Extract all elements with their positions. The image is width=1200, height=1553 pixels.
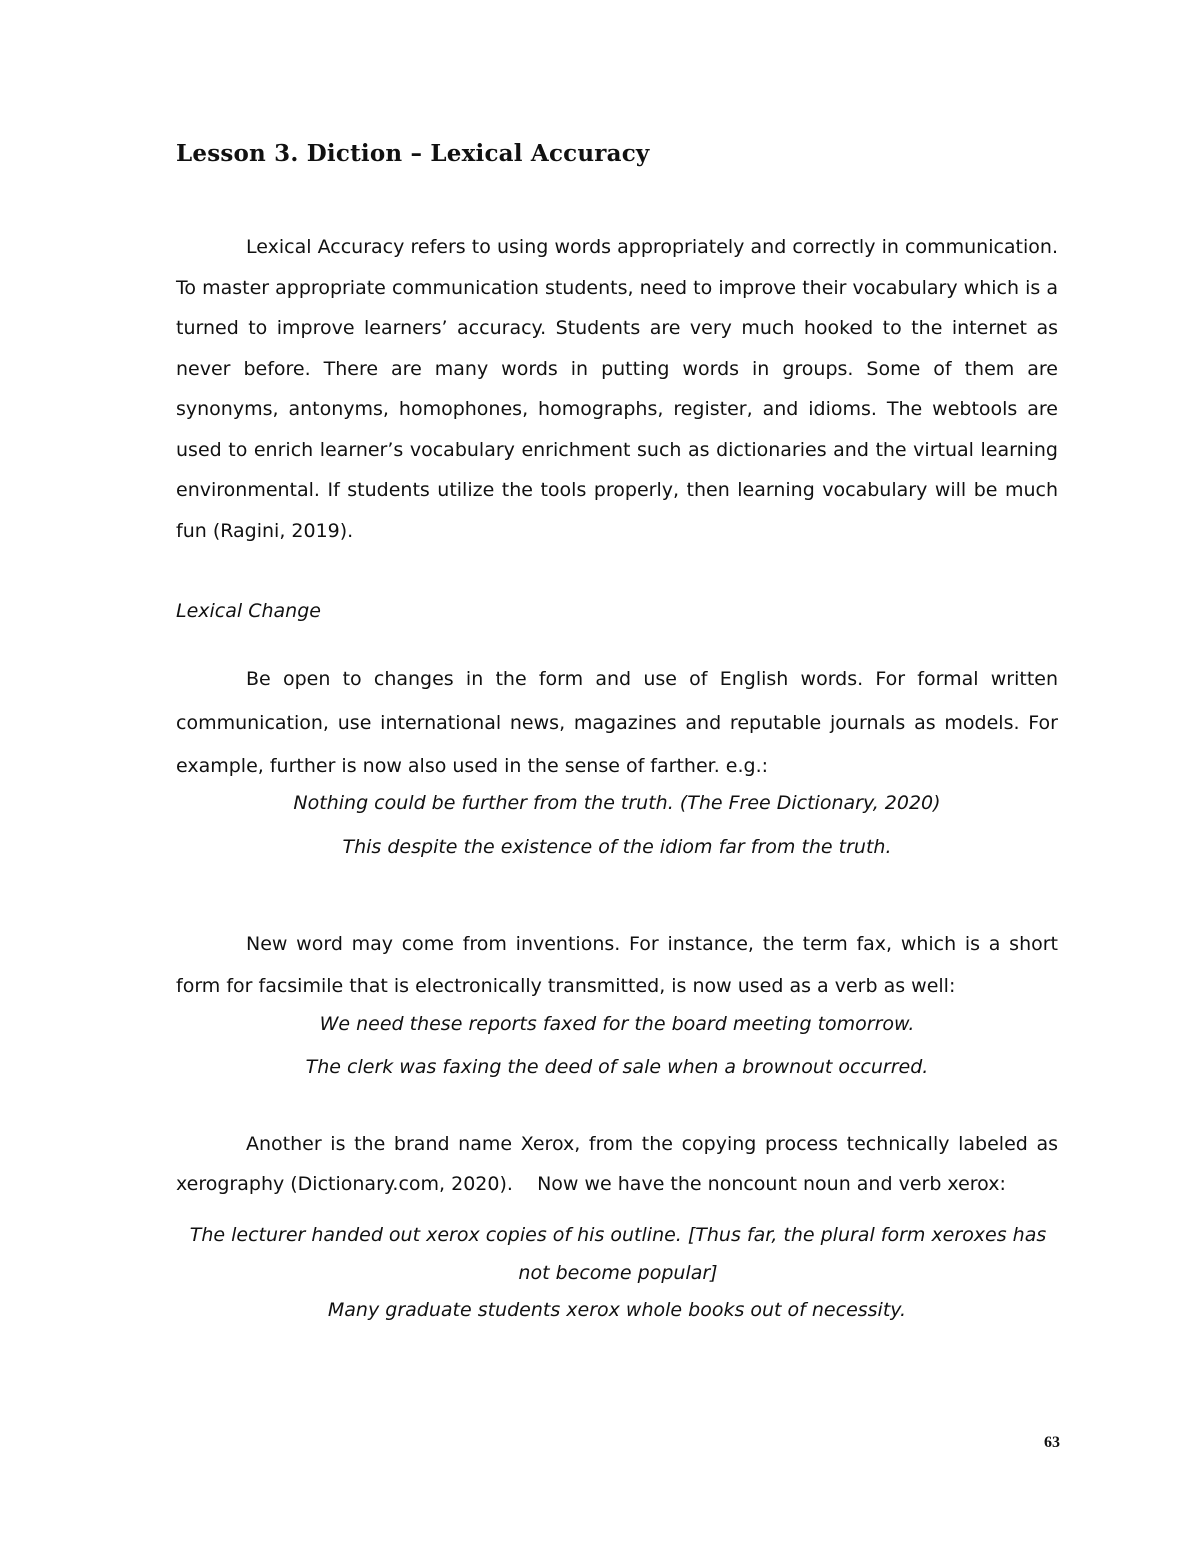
intro-paragraph: Lexical Accuracy refers to using words appropriately and correctly in communication. To master appropriate communication students, need to improve their vocabulary which is a turned to improve learners’ accuracy. Students are very much hooked to the internet as never before. There are many words in putting words in groups. Some of them are synonyms, antonyms, homophones, homographs, register, and idioms. The webtools are used to enrich learner’s vocabulary enrichment such as dictionaries and the virtual learning environmental. If students utilize the tools properly, then learning vocabulary will be much fun (Ragini, 2019). bbox=[176, 236, 1058, 542]
page-number: 63 bbox=[1044, 1434, 1060, 1451]
xerox-paragraph: Another is the brand name Xerox, from the copying process technically labeled as xerography (Dictionary.com, 2020). Now we have the noncount noun and verb xerox: bbox=[176, 1133, 1065, 1195]
lesson-title: Lesson 3. Diction – Lexical Accuracy bbox=[176, 140, 650, 167]
example-further-2: This despite the existence of the idiom far from the truth. bbox=[342, 836, 892, 858]
example-xerox-2: Many graduate students xerox whole books out of necessity. bbox=[327, 1299, 907, 1321]
example-fax-2: The clerk was faxing the deed of sale when a brownout occurred. bbox=[305, 1056, 929, 1078]
example-xerox-1: The lecturer handed out xerox copies of his outline. [Thus far, the plural form xeroxes has not become popular] bbox=[189, 1224, 1047, 1284]
new-words-paragraph: New word may come from inventions. For instance, the term fax, which is a short form for facsimile that is electronically transmitted, is now used as a verb as well: bbox=[176, 933, 1058, 997]
lexical-change-paragraph: Be open to changes in the form and use of English words. For formal written communication, use international news, magazines and reputable journals as models. For example, further is now also used in the sense of farther. e.g.: bbox=[176, 668, 1058, 777]
example-fax-1: We need these reports faxed for the board meeting tomorrow. bbox=[319, 1013, 915, 1035]
subheading-lexical-change: Lexical Change bbox=[176, 600, 321, 622]
example-further-1: Nothing could be further from the truth. (The Free Dictionary, 2020) bbox=[293, 792, 941, 814]
